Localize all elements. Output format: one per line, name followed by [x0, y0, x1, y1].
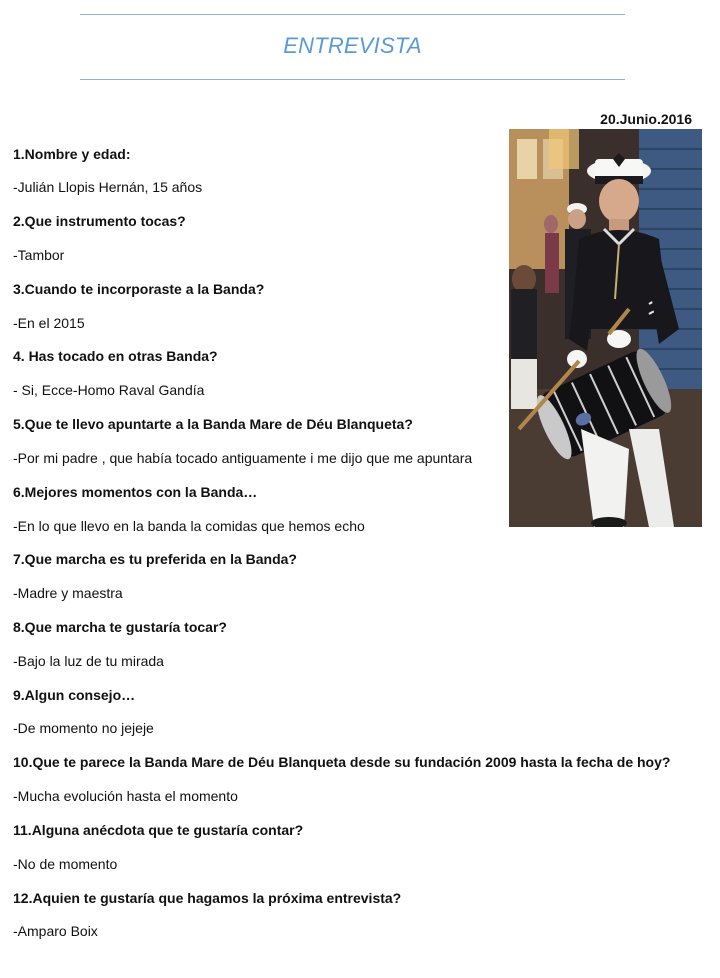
page-title: ENTREVISTA	[283, 33, 422, 58]
interview-date: 20.Junio.2016	[600, 111, 692, 127]
question-3: 3.Cuando te incorporaste a la Banda?	[13, 281, 265, 297]
answer-1: -Julián Llopis Hernán, 15 años	[13, 179, 203, 195]
answer-3: -En el 2015	[13, 315, 85, 331]
answer-11: -No de momento	[13, 856, 118, 872]
question-8: 8.Que marcha te gustaría tocar?	[13, 619, 227, 635]
answer-5: -Por mi padre , que había tocado antiguamente i me dijo que me apuntara	[13, 450, 473, 466]
question-5: 5.Que te llevo apuntarte a la Banda Mare de Déu Blanqueta?	[13, 416, 413, 432]
question-7: 7.Que marcha es tu preferida en la Banda?	[13, 551, 297, 567]
header-top-rule	[80, 14, 625, 15]
question-6: 6.Mejores momentos con la Banda…	[13, 484, 258, 500]
interviewee-photo	[509, 129, 702, 527]
answer-6: -En lo que llevo en la banda la comidas que hemos echo	[13, 518, 365, 534]
answer-4: - Si, Ecce-Homo Raval Gandía	[13, 382, 205, 398]
answer-8: -Bajo la luz de tu mirada	[13, 653, 164, 669]
answer-12: -Amparo Boix	[13, 923, 98, 939]
question-10: 10.Que te parece la Banda Mare de Déu Blanqueta desde su fundación 2009 hasta la fecha de hoy?	[13, 754, 671, 770]
question-1: 1.Nombre y edad:	[13, 146, 131, 162]
question-12: 12.Aquien te gustaría que hagamos la próxima entrevista?	[13, 890, 402, 906]
answer-10: -Mucha evolución hasta el momento	[13, 788, 238, 804]
question-9: 9.Algun consejo…	[13, 687, 136, 703]
answer-7: -Madre y maestra	[13, 585, 123, 601]
answer-9: -De momento no jejeje	[13, 720, 154, 736]
question-11: 11.Alguna anécdota que te gustaría contar?	[13, 822, 304, 838]
question-2: 2.Que instrumento tocas?	[13, 213, 186, 229]
header-bottom-rule	[80, 79, 625, 80]
question-4: 4. Has tocado en otras Banda?	[13, 348, 218, 364]
answer-2: -Tambor	[13, 247, 65, 263]
